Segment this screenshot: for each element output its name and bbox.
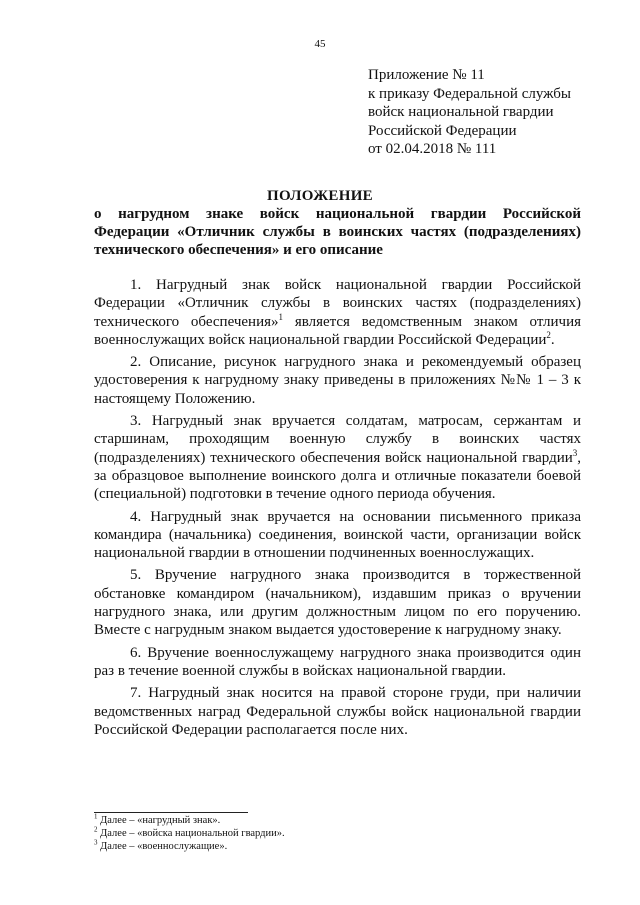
appendix-line: Российской Федерации [368, 122, 517, 139]
paragraph-7: 7. Нагрудный знак носится на правой стороне груди, при наличии ведомственных наград Федеральной службы войск национальной гвардии Российской Федерации располагается после них. [94, 685, 581, 738]
footnote-number: 2 [94, 825, 98, 834]
paragraph-2: 2. Описание, рисунок нагрудного знака и рекомендуемый образец удостоверения к нагрудному знаку приведены в приложениях №№ 1 – 3 к настоящему Положению. [94, 354, 581, 407]
footnote-divider [94, 812, 248, 813]
document-body [94, 276, 581, 743]
footnote [94, 814, 574, 827]
footnote-number: 3 [94, 838, 98, 847]
footnote-ref-2: 2 [546, 329, 551, 340]
paragraph-1-text-a: 1. Нагрудный знак войск национальной гвардии Российской Федерации «Отличник службы в воинских частях (подразделениях) технического обеспечения» [94, 277, 581, 330]
paragraph-3-text-a: 3. Нагрудный знак вручается солдатам, матросам, сержантам и старшинам, проходящим военную службу в воинских частях (подразделениях) технического обеспечения войск национальной гвардии [94, 413, 581, 466]
footnote [94, 827, 574, 840]
page-number: 45 [314, 38, 326, 50]
appendix-line: к приказу Федеральной службы [368, 85, 572, 102]
paragraph-3-text-b: , за образцовое выполнение воинского долга и отличные показатели боевой (специальной) подготовки в течение одного периода обучения. [94, 449, 581, 503]
document-subtitle: о нагрудном знаке войск национальной гвардии Российской Федерации «Отличник службы в воинских частях (подразделениях) технического обеспечения» и его описание [94, 206, 581, 258]
footnotes [94, 814, 574, 853]
paragraph-5: 5. Вручение нагрудного знака производится в торжественной обстановке командиром (начальником), издавшим приказ о вручении нагрудного знака, или другим должностным лицом по его поручению. Вместе с нагрудным знаком выдается удостоверение к нагрудному знаку. [94, 567, 581, 639]
paragraph-1-text-c: . [550, 331, 555, 348]
paragraph-1-text-b: является ведомственным знаком отличия военнослужащих войск национальной гвардии Российской Федерации [94, 313, 581, 348]
footnote-text: Далее – «нагрудный знак». [97, 815, 221, 826]
paragraph-3 [94, 412, 581, 503]
paragraph-1 [94, 276, 581, 349]
footnote-text: Далее – «войска национальной гвардии». [97, 828, 285, 839]
appendix-header [368, 66, 618, 159]
appendix-line: войск национальной гвардии [368, 104, 554, 120]
paragraph-4: 4. Нагрудный знак вручается на основании письменного приказа командира (начальника) соединения, воинской части, организации войск национальной гвардии в отношении подчиненных военнослужащих. [94, 508, 581, 562]
footnote-number: 1 [94, 812, 98, 821]
footnote-ref-3: 3 [572, 447, 578, 458]
appendix-line: от 02.04.2018 № 111 [368, 141, 497, 157]
appendix-line: Приложение № 11 [368, 67, 485, 83]
paragraph-6: 6. Вручение военнослужащему нагрудного знака производится один раз в течение военной службы в войсках национальной гвардии. [94, 644, 581, 679]
footnote-ref-1: 1 [278, 311, 284, 322]
footnote-text: Далее – «военнослужащие». [97, 841, 228, 852]
footnote [94, 840, 574, 853]
document-title: ПОЛОЖЕНИЕ [267, 188, 373, 204]
